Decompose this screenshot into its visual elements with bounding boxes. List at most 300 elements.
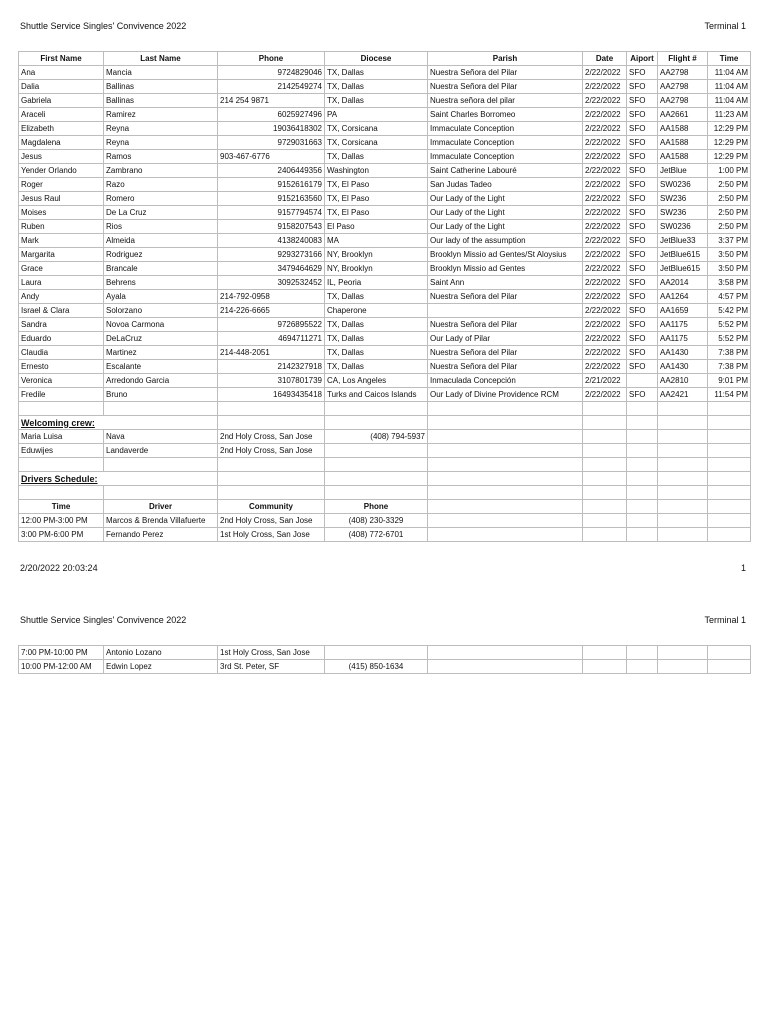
table-cell: Grace — [19, 262, 104, 276]
table-cell: Saint Catherine Labouré — [428, 164, 583, 178]
table-cell: 9152163560 — [218, 192, 325, 206]
table-cell: AA2810 — [658, 374, 708, 388]
table-header-row — [19, 52, 751, 66]
blank-row — [19, 402, 751, 416]
table-cell: 5:52 PM — [708, 318, 751, 332]
table-cell: AA1659 — [658, 304, 708, 318]
table-cell: 6025927496 — [218, 108, 325, 122]
table-cell: 11:04 AM — [708, 94, 751, 108]
table-cell: 7:00 PM-10:00 PM — [19, 646, 104, 660]
table-cell: 2/22/2022 — [583, 66, 627, 80]
table-cell: Eduwijes — [19, 444, 104, 458]
table-cell — [325, 458, 428, 472]
table-cell: 9726895522 — [218, 318, 325, 332]
page1-header — [20, 21, 746, 31]
table-row — [19, 178, 751, 192]
table-cell: 1:00 PM — [708, 164, 751, 178]
table-cell — [627, 514, 658, 528]
table-cell: 2/22/2022 — [583, 290, 627, 304]
table-cell — [428, 486, 583, 500]
table-cell: SFO — [627, 164, 658, 178]
column-header: Time — [708, 52, 751, 66]
table-cell — [627, 444, 658, 458]
table-row — [19, 262, 751, 276]
table-cell: IL, Peoria — [325, 276, 428, 290]
table-cell: 2:50 PM — [708, 178, 751, 192]
table-cell: SW236 — [658, 192, 708, 206]
welcoming-row — [19, 444, 751, 458]
table-cell: 3:37 PM — [708, 234, 751, 248]
table-cell: TX, Dallas — [325, 80, 428, 94]
table-cell: CA, Los Angeles — [325, 374, 428, 388]
table-cell: 214 254 9871 — [218, 94, 325, 108]
table-cell — [583, 486, 627, 500]
table-cell: Ballinas — [104, 94, 218, 108]
driver-row — [19, 528, 751, 542]
table-cell — [583, 402, 627, 416]
table-cell: 19036418302 — [218, 122, 325, 136]
welcoming-row — [19, 430, 751, 444]
table-cell: 7:38 PM — [708, 346, 751, 360]
table-cell: 2/22/2022 — [583, 360, 627, 374]
table-cell: TX, Dallas — [325, 360, 428, 374]
table-cell: Margarita — [19, 248, 104, 262]
table-cell: 11:23 AM — [708, 108, 751, 122]
table-cell: SFO — [627, 136, 658, 150]
table-cell: Antonio Lozano — [104, 646, 218, 660]
table-cell — [627, 416, 658, 430]
table-cell — [428, 660, 583, 674]
table-cell: SFO — [627, 276, 658, 290]
table-cell — [218, 416, 325, 430]
table-cell: SW0236 — [658, 220, 708, 234]
table-cell: SFO — [627, 220, 658, 234]
table-cell: Landaverde — [104, 444, 218, 458]
table-cell: TX, Dallas — [325, 66, 428, 80]
table-cell: Ruben — [19, 220, 104, 234]
table-cell: SFO — [627, 290, 658, 304]
table-cell: Ayala — [104, 290, 218, 304]
table-cell: Laura — [19, 276, 104, 290]
terminal-label: Terminal 1 — [704, 21, 746, 31]
table-cell: Moises — [19, 206, 104, 220]
table-cell: Maria Luisa — [19, 430, 104, 444]
table-cell: Ernesto — [19, 360, 104, 374]
column-header: Parish — [428, 52, 583, 66]
table-cell: 5:52 PM — [708, 332, 751, 346]
table-row — [19, 332, 751, 346]
table-cell: AA1588 — [658, 136, 708, 150]
table-cell: Nuestra Señora del Pilar — [428, 290, 583, 304]
table-cell — [708, 646, 751, 660]
table-cell: 2/22/2022 — [583, 94, 627, 108]
table-row — [19, 360, 751, 374]
table-cell: Almeida — [104, 234, 218, 248]
table-cell — [428, 304, 583, 318]
table-cell: 2/22/2022 — [583, 262, 627, 276]
table-cell: 2:50 PM — [708, 206, 751, 220]
table-cell: Our Lady of Pilar — [428, 332, 583, 346]
table-cell: 2/21/2022 — [583, 374, 627, 388]
table-cell — [658, 514, 708, 528]
drivers-continued-table — [18, 645, 751, 674]
column-header: Date — [583, 52, 627, 66]
table-row — [19, 318, 751, 332]
table-cell — [428, 458, 583, 472]
table-cell — [583, 430, 627, 444]
column-header: First Name — [19, 52, 104, 66]
table-cell: Our lady of the assumption — [428, 234, 583, 248]
table-cell — [104, 402, 218, 416]
table-row — [19, 94, 751, 108]
table-cell — [708, 416, 751, 430]
table-cell: 2/22/2022 — [583, 206, 627, 220]
table-cell: Solorzano — [104, 304, 218, 318]
table-cell — [325, 402, 428, 416]
table-cell — [627, 402, 658, 416]
table-cell — [658, 660, 708, 674]
table-cell: Brooklyn Missio ad Gentes — [428, 262, 583, 276]
table-cell — [583, 500, 627, 514]
table-cell: Zambrano — [104, 164, 218, 178]
table-cell: Nava — [104, 430, 218, 444]
table-cell — [428, 528, 583, 542]
table-cell: 3479464629 — [218, 262, 325, 276]
table-cell: 2/22/2022 — [583, 332, 627, 346]
table-cell — [583, 646, 627, 660]
table-cell — [218, 402, 325, 416]
table-cell — [428, 402, 583, 416]
table-cell — [627, 430, 658, 444]
table-cell: Jesus Raul — [19, 192, 104, 206]
table-cell: Edwin Lopez — [104, 660, 218, 674]
table-cell: 1st Holy Cross, San Jose — [218, 528, 325, 542]
table-cell: 214-226-6665 — [218, 304, 325, 318]
table-cell: Yender Orlando — [19, 164, 104, 178]
table-cell: Immaculate Conception — [428, 122, 583, 136]
table-cell — [428, 444, 583, 458]
page2-header — [20, 615, 746, 625]
table-cell: 2/22/2022 — [583, 346, 627, 360]
table-cell: 2/22/2022 — [583, 136, 627, 150]
table-cell — [325, 416, 428, 430]
table-cell: Our Lady of Divine Providence RCM — [428, 388, 583, 402]
column-header: Phone — [325, 500, 428, 514]
table-cell: (408) 772-6701 — [325, 528, 428, 542]
table-row — [19, 150, 751, 164]
table-cell: 4694711271 — [218, 332, 325, 346]
blank-row — [19, 458, 751, 472]
table-cell: 2nd Holy Cross, San Jose — [218, 444, 325, 458]
table-cell — [658, 646, 708, 660]
welcoming-crew-title — [19, 416, 751, 430]
table-cell — [658, 500, 708, 514]
table-cell: JetBlue615 — [658, 248, 708, 262]
table-cell — [658, 486, 708, 500]
table-cell — [428, 514, 583, 528]
table-cell — [583, 472, 627, 486]
table-cell — [218, 472, 325, 486]
table-cell — [708, 500, 751, 514]
table-cell: AA2798 — [658, 94, 708, 108]
table-cell: (415) 850-1634 — [325, 660, 428, 674]
table-cell: 9724829046 — [218, 66, 325, 80]
print-timestamp: 2/20/2022 20:03:24 — [20, 563, 98, 573]
table-cell: Chaperone — [325, 304, 428, 318]
table-cell: 1st Holy Cross, San Jose — [218, 646, 325, 660]
table-cell: MA — [325, 234, 428, 248]
table-cell: AA1175 — [658, 332, 708, 346]
table-cell: 2142549274 — [218, 80, 325, 94]
table-cell: Mark — [19, 234, 104, 248]
table-cell: 9152616179 — [218, 178, 325, 192]
table-cell: 2/22/2022 — [583, 164, 627, 178]
welcoming-crew-title-label: Welcoming crew: — [19, 416, 218, 430]
table-cell: 2/22/2022 — [583, 318, 627, 332]
table-cell: Fernando Perez — [104, 528, 218, 542]
column-header: Diocese — [325, 52, 428, 66]
table-cell: 5:42 PM — [708, 304, 751, 318]
table-cell: 2/22/2022 — [583, 80, 627, 94]
table-cell: AA1175 — [658, 318, 708, 332]
table-cell — [428, 500, 583, 514]
table-cell: Reyna — [104, 136, 218, 150]
table-cell: 214-448-2051 — [218, 346, 325, 360]
table-row — [19, 346, 751, 360]
table-cell: Veronica — [19, 374, 104, 388]
blank-row — [19, 486, 751, 500]
table-cell: Nuestra Señora del Pilar — [428, 360, 583, 374]
table-cell: 3rd St. Peter, SF — [218, 660, 325, 674]
table-cell: AA2798 — [658, 66, 708, 80]
table-cell: SFO — [627, 66, 658, 80]
table-cell: Martinez — [104, 346, 218, 360]
table-cell: AA2014 — [658, 276, 708, 290]
table-cell: 2406449356 — [218, 164, 325, 178]
table-cell: TX, Dallas — [325, 346, 428, 360]
table-cell: TX, Dallas — [325, 150, 428, 164]
table-cell — [658, 402, 708, 416]
table-cell: TX, Dallas — [325, 94, 428, 108]
table-cell: 2/22/2022 — [583, 388, 627, 402]
terminal-label: Terminal 1 — [704, 615, 746, 625]
table-cell: TX, Dallas — [325, 332, 428, 346]
table-cell: SFO — [627, 248, 658, 262]
table-cell: NY, Brooklyn — [325, 248, 428, 262]
table-cell — [428, 472, 583, 486]
table-cell — [627, 500, 658, 514]
table-cell: Ramirez — [104, 108, 218, 122]
page1-footer — [20, 563, 746, 573]
table-cell: SFO — [627, 346, 658, 360]
table-cell: AA2421 — [658, 388, 708, 402]
table-row — [19, 164, 751, 178]
table-cell: Gabriela — [19, 94, 104, 108]
table-cell: JetBlue615 — [658, 262, 708, 276]
table-cell: 3:50 PM — [708, 262, 751, 276]
table-cell: Ana — [19, 66, 104, 80]
table-cell — [658, 416, 708, 430]
table-cell: SFO — [627, 332, 658, 346]
table-cell: Razo — [104, 178, 218, 192]
table-cell: 2142327918 — [218, 360, 325, 374]
table-cell: 2/22/2022 — [583, 150, 627, 164]
table-cell — [325, 486, 428, 500]
column-header: Driver — [104, 500, 218, 514]
table-cell: Nuestra Señora del Pilar — [428, 80, 583, 94]
table-cell: Romero — [104, 192, 218, 206]
table-row — [19, 80, 751, 94]
table-cell: Nuestra Señora del Pilar — [428, 346, 583, 360]
table-cell: SFO — [627, 234, 658, 248]
table-cell: 3107801739 — [218, 374, 325, 388]
table-cell: SFO — [627, 122, 658, 136]
table-cell: Nuestra señora del pilar — [428, 94, 583, 108]
table-cell: 12:00 PM-3:00 PM — [19, 514, 104, 528]
table-cell: 2:50 PM — [708, 192, 751, 206]
table-cell: 2/22/2022 — [583, 220, 627, 234]
table-cell: 2/22/2022 — [583, 122, 627, 136]
table-cell: Dalia — [19, 80, 104, 94]
table-cell: 2/22/2022 — [583, 248, 627, 262]
table-cell: Magdalena — [19, 136, 104, 150]
table-cell — [583, 660, 627, 674]
driver-row — [19, 660, 751, 674]
table-cell — [708, 458, 751, 472]
table-row — [19, 66, 751, 80]
table-cell: Elizabeth — [19, 122, 104, 136]
drivers-schedule-title-label: Drivers Schedule: — [19, 472, 218, 486]
table-cell: 11:04 AM — [708, 80, 751, 94]
document-title: Shuttle Service Singles' Convivence 2022 — [20, 21, 187, 31]
table-cell: Reyna — [104, 122, 218, 136]
table-cell: 16493435418 — [218, 388, 325, 402]
table-cell: TX, El Paso — [325, 178, 428, 192]
table-cell: Araceli — [19, 108, 104, 122]
table-cell — [325, 646, 428, 660]
table-cell: Fredile — [19, 388, 104, 402]
table-cell: TX, Dallas — [325, 290, 428, 304]
table-row — [19, 304, 751, 318]
table-cell: 4138240083 — [218, 234, 325, 248]
table-cell: 9:01 PM — [708, 374, 751, 388]
table-cell: 9729031663 — [218, 136, 325, 150]
table-cell: AA1588 — [658, 122, 708, 136]
table-cell: De La Cruz — [104, 206, 218, 220]
table-cell: SFO — [627, 150, 658, 164]
table-cell: Saint Charles Borromeo — [428, 108, 583, 122]
table-cell: 9293273166 — [218, 248, 325, 262]
table-cell: Escalante — [104, 360, 218, 374]
table-cell — [627, 486, 658, 500]
table-cell: TX, El Paso — [325, 206, 428, 220]
table-cell — [428, 430, 583, 444]
table-cell: Arredondo Garcia — [104, 374, 218, 388]
table-cell — [627, 660, 658, 674]
table-cell — [627, 472, 658, 486]
table-cell: Roger — [19, 178, 104, 192]
table-cell: 12:29 PM — [708, 136, 751, 150]
table-cell: DeLaCruz — [104, 332, 218, 346]
table-cell — [708, 402, 751, 416]
driver-row — [19, 514, 751, 528]
table-cell: JetBlue — [658, 164, 708, 178]
table-cell: 2/22/2022 — [583, 276, 627, 290]
column-header: Phone — [218, 52, 325, 66]
table-cell: Rios — [104, 220, 218, 234]
page-number: 1 — [740, 563, 746, 573]
table-cell — [658, 458, 708, 472]
table-cell: TX, Corsicana — [325, 136, 428, 150]
table-cell — [104, 458, 218, 472]
table-cell: SFO — [627, 94, 658, 108]
table-cell: 7:38 PM — [708, 360, 751, 374]
table-cell — [627, 646, 658, 660]
table-cell: Inmaculada Concepción — [428, 374, 583, 388]
table-row — [19, 136, 751, 150]
table-cell: Our Lady of the Light — [428, 220, 583, 234]
table-cell: SFO — [627, 388, 658, 402]
table-cell — [658, 472, 708, 486]
table-cell: 903-467-6776 — [218, 150, 325, 164]
table-cell: 2nd Holy Cross, San Jose — [218, 514, 325, 528]
table-row — [19, 206, 751, 220]
driver-row — [19, 646, 751, 660]
table-cell: SFO — [627, 192, 658, 206]
column-header: Flight # — [658, 52, 708, 66]
table-cell — [19, 402, 104, 416]
table-row — [19, 122, 751, 136]
table-cell — [708, 472, 751, 486]
table-cell: Turks and Caicos Islands — [325, 388, 428, 402]
table-cell: SFO — [627, 318, 658, 332]
table-cell — [658, 430, 708, 444]
table-cell: AA1430 — [658, 346, 708, 360]
table-cell: 10:00 PM-12:00 AM — [19, 660, 104, 674]
table-cell: 2/22/2022 — [583, 234, 627, 248]
table-cell: 9157794574 — [218, 206, 325, 220]
table-cell — [583, 514, 627, 528]
table-cell: Washington — [325, 164, 428, 178]
table-cell — [428, 646, 583, 660]
table-cell: 2:50 PM — [708, 220, 751, 234]
table-cell: Nuestra Señora del Pilar — [428, 66, 583, 80]
table-cell: Mancia — [104, 66, 218, 80]
table-cell: JetBlue33 — [658, 234, 708, 248]
table-row — [19, 234, 751, 248]
table-cell: Claudia — [19, 346, 104, 360]
drivers-header-row — [19, 500, 751, 514]
table-cell: SW236 — [658, 206, 708, 220]
table-cell: Brooklyn Missio ad Gentes/St Aloysius — [428, 248, 583, 262]
table-cell: Bruno — [104, 388, 218, 402]
column-header: Aiport — [627, 52, 658, 66]
table-cell: Saint Ann — [428, 276, 583, 290]
table-cell — [708, 660, 751, 674]
table-cell: 2/22/2022 — [583, 304, 627, 318]
table-cell: 2/22/2022 — [583, 178, 627, 192]
table-cell: PA — [325, 108, 428, 122]
table-cell: Novoa Carmona — [104, 318, 218, 332]
table-cell: 11:04 AM — [708, 66, 751, 80]
table-cell: El Paso — [325, 220, 428, 234]
table-row — [19, 276, 751, 290]
table-cell: Immaculate Conception — [428, 136, 583, 150]
table-cell: SFO — [627, 360, 658, 374]
table-cell — [658, 528, 708, 542]
table-cell — [19, 486, 104, 500]
table-cell — [708, 528, 751, 542]
